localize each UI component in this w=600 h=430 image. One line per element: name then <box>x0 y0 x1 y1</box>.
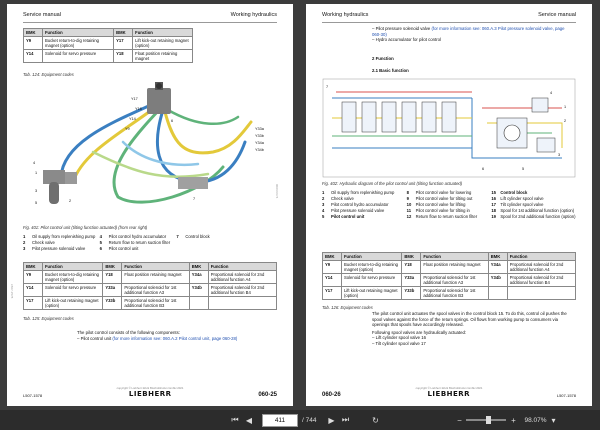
fig-label: Y33a <box>255 127 264 131</box>
cell: Proportional solenoid for 1st additional function B3 <box>122 297 189 310</box>
cell: Lift kick-out retaining magnet (option) <box>133 37 193 50</box>
next-page-icon[interactable]: ▶ <box>328 415 335 425</box>
fig-label: 1 <box>35 171 38 175</box>
th: Function <box>43 263 103 271</box>
page-total: / 744 <box>302 416 317 424</box>
list-item: – Lift cylinder spool valve 16 <box>372 335 426 341</box>
header-left: Working hydraulics <box>322 12 369 18</box>
left-page <box>7 4 293 406</box>
cell: Y33b <box>103 297 122 310</box>
list-item: – Pilot pressure solenoid valve (for more information see: 060.A.3 Pilot pressure solenoid valve, page 060-30) <box>372 26 565 37</box>
th: BMK <box>114 29 133 37</box>
cell <box>488 287 507 300</box>
top-bullets <box>372 26 572 43</box>
list-item: 2 Check valve <box>23 239 55 245</box>
diagram-label: 3 <box>558 153 561 157</box>
list-item: 4 Pilot pressure solenoid valve <box>322 208 385 214</box>
liebherr-logo: LIEBHERR <box>427 390 471 398</box>
cell: Y18 <box>114 50 133 63</box>
list-item: 12 Return flow to return suction filter <box>406 214 478 220</box>
th: BMK <box>402 253 421 261</box>
fig-label: 7 <box>193 197 196 201</box>
cell: Solenoid for servo pressure <box>43 50 114 63</box>
cell: Y14 <box>323 274 342 287</box>
list-item: – Pilot control unit (for more information see: 060.A.2 Pilot control unit, page 060-28) <box>77 335 238 341</box>
cell <box>189 297 208 310</box>
list-item: 11 Pilot control valve for tilting in <box>406 208 470 214</box>
cell: Y33a <box>103 284 122 297</box>
fig-label: Y9 <box>125 127 130 131</box>
cell: Y18 <box>402 261 421 274</box>
cell <box>507 287 575 300</box>
table-caption: Tab. 124: Equipment codes <box>23 72 74 77</box>
equipment-codes-table-125 <box>23 262 277 310</box>
fig-label: Y34a <box>255 141 264 145</box>
cell: Proportional solenoid for 2nd additional function A4 <box>507 261 575 274</box>
cell: Y34a <box>488 261 507 274</box>
list-item: 5 Return flow to return suction filter <box>99 239 171 245</box>
cell: Bucket return-to-dig retaining magnet (option) <box>43 271 103 284</box>
header-right: Service manual <box>538 12 576 18</box>
zoom-in-icon[interactable]: + <box>511 415 516 425</box>
table-caption: Tab. 126: Equipment codes <box>322 305 373 310</box>
page-number-input[interactable]: 411 <box>262 414 298 427</box>
hydraulic-diagram <box>322 78 576 178</box>
cell: Bucket return-to-dig retaining magnet (option) <box>43 37 114 50</box>
viewer-toolbar <box>0 410 600 430</box>
list-item: 5 Pilot control unit <box>322 214 365 220</box>
diagram-label: 7 <box>326 85 329 89</box>
zoom-out-icon[interactable]: − <box>457 415 462 425</box>
table-row <box>24 297 277 310</box>
table-row <box>24 284 277 297</box>
footer-right: L507-1578 <box>556 393 576 398</box>
fig-label: Y33b <box>255 134 264 138</box>
page-footer <box>23 390 277 398</box>
header-left: Service manual <box>23 12 61 18</box>
cross-reference-link[interactable]: (for more information see: 060.A.3 Pilot pressure solenoid valve, page 060-30) <box>372 26 565 37</box>
zoom-slider-handle[interactable] <box>486 416 491 424</box>
zoom-slider[interactable] <box>466 419 506 421</box>
copyright: copyright © Liebherr-Werk Bischofshofen GmbH 2021 <box>415 386 483 390</box>
cell: Y34a <box>189 271 208 284</box>
cell: Y17 <box>114 37 133 50</box>
table-row <box>24 37 193 50</box>
page-header <box>322 12 576 23</box>
cross-reference-link[interactable]: (for more information see: 060.A.2 Pilot control unit, page 060-28) <box>112 335 238 341</box>
side-id: L507-1578 <box>10 284 14 299</box>
cell: Y9 <box>323 261 342 274</box>
figure-id: 006XXX74 <box>275 184 279 199</box>
list-item: 3 Pilot pressure solenoid valve <box>23 245 86 251</box>
cell: Bucket return-to-dig retaining magnet (option) <box>342 261 402 274</box>
cell: Float position retaining magnet <box>133 50 193 63</box>
th: BMK <box>323 253 342 261</box>
table-row <box>323 261 576 274</box>
cell: Y17 <box>24 297 43 310</box>
zoom-level[interactable]: 98.07% <box>524 416 547 424</box>
list-item: 2 Check valve <box>322 195 354 201</box>
list-item: – Hydro accumulator for pilot control <box>372 37 442 43</box>
th: BMK <box>103 263 122 271</box>
paragraph: The pilot control unit actuates the spool valves in the control block 15. To do this, control oil pushes the spool valves against the force of the return springs. Oil flows from working pump to consumers via openings that spools have accordingly released. <box>372 311 567 328</box>
bullet-text: Hydro accumulator for pilot control <box>375 37 442 43</box>
fig-label: 2 <box>69 199 72 203</box>
th: BMK <box>24 29 43 37</box>
th: Function <box>122 263 189 271</box>
th: BMK <box>488 253 507 261</box>
cell: Proportional solenoid for 2nd additional function B4 <box>507 274 575 287</box>
cell: Float position retaining magnet <box>122 271 189 284</box>
first-page-icon[interactable]: ⏮ <box>231 415 239 424</box>
list-item: 10 Pilot control valve for lifting <box>406 201 466 207</box>
diagram-label: 4 <box>550 91 553 95</box>
page-number: 060-26 <box>322 392 341 398</box>
cell: Y33b <box>402 287 421 300</box>
table-row <box>24 50 193 63</box>
right-page <box>306 4 592 406</box>
cell: Lift kick-out retaining magnet (option) <box>43 297 103 310</box>
bullet-text: Pilot control unit <box>80 335 112 341</box>
fig-label: Y14 <box>129 117 136 121</box>
table-row <box>24 271 277 284</box>
fig-label: 4 <box>33 161 36 165</box>
list-item: 4 Pilot control hydro accumulator <box>99 233 167 239</box>
table-caption: Tab. 125: Equipment codes <box>23 316 74 321</box>
equipment-codes-table-124 <box>23 28 193 63</box>
body-text <box>77 330 277 341</box>
fig-label: Y18 <box>135 107 142 111</box>
footer-left: L507-1578 <box>23 393 43 398</box>
cell: Y9 <box>24 271 43 284</box>
cell: Y9 <box>24 37 43 50</box>
figure-legend <box>23 233 253 252</box>
fig-label: 5 <box>35 201 38 205</box>
cell: Lift kick-out retaining magnet (option) <box>342 287 402 300</box>
list-item <box>176 245 253 251</box>
cell: Proportional solenoid for 1st additional function A3 <box>122 284 189 297</box>
list-item: 16 Lift cylinder spool valve <box>491 195 544 201</box>
page-header <box>23 12 277 23</box>
cell: Y33a <box>402 274 421 287</box>
body-text <box>372 311 572 347</box>
bullet-text: Pilot pressure solenoid valve <box>375 26 431 31</box>
paragraph: The pilot control consists of the following components: <box>77 330 180 335</box>
page-footer <box>322 390 576 398</box>
cell: Proportional solenoid for 2nd additional function B4 <box>208 284 276 297</box>
fig-label: Y34b <box>255 148 264 152</box>
previous-page-icon[interactable]: ◀ <box>245 415 253 425</box>
fig-label: 6 <box>171 119 174 123</box>
header-right: Working hydraulics <box>230 12 277 18</box>
fig-label: 3 <box>35 189 38 193</box>
list-item: 7 Control block <box>176 233 210 239</box>
diagram-label: 1 <box>564 105 567 109</box>
cell: Y18 <box>103 271 122 284</box>
list-item: 8 Pilot control valve for lowering <box>406 189 472 195</box>
cell: Y14 <box>24 284 43 297</box>
diagram-label: 5 <box>522 167 525 171</box>
section-title: 2 Function <box>372 56 394 61</box>
th: Function <box>421 253 488 261</box>
paragraph: Following spool valves are hydraulically actuated: <box>372 329 467 335</box>
figure-caption: Fig. 402: Hydraulic diagram of the pilot control unit (tilting function actuated) <box>322 181 463 186</box>
th: BMK <box>24 263 43 271</box>
cell: Proportional solenoid for 2nd additional function A4 <box>208 271 276 284</box>
cell: Proportional solenoid for 1st additional function A3 <box>421 274 488 287</box>
th: Function <box>43 29 114 37</box>
last-page-icon[interactable]: ⏭ <box>341 415 350 424</box>
table-row <box>323 274 576 287</box>
th: BMK <box>189 263 208 271</box>
cell: Solenoid for servo pressure <box>43 284 103 297</box>
subsection-title: 2.1 Basic function <box>372 68 409 73</box>
fig-label: Y17 <box>131 97 138 101</box>
th: Function <box>507 253 575 261</box>
figure-caption: Fig. 401: Pilot control unit (tilting function actuated) (from rear right) <box>23 225 148 230</box>
th: Function <box>208 263 276 271</box>
liebherr-logo: LIEBHERR <box>128 390 172 398</box>
list-item: 3 Pilot control hydro accumulator <box>322 201 389 207</box>
table-row <box>323 287 576 300</box>
diagram-label: 6 <box>482 167 485 171</box>
cell <box>208 297 276 310</box>
list-item: 17 Tilt cylinder spool valve <box>491 201 544 207</box>
cell: Solenoid for servo pressure <box>342 274 402 287</box>
list-item: 15 Control block <box>491 189 528 195</box>
copyright: copyright © Liebherr-Werk Bischofshofen GmbH 2021 <box>116 386 184 390</box>
cell: Proportional solenoid for 1st additional function B3 <box>421 287 488 300</box>
list-item: – Tilt cylinder spool valve 17 <box>372 340 426 346</box>
list-item: 6 Pilot control unit <box>99 245 139 251</box>
cell: Y34b <box>189 284 208 297</box>
page-number: 060-25 <box>258 392 277 398</box>
cell: Y17 <box>323 287 342 300</box>
list-item: 9 Pilot control valve for tilting out <box>406 195 473 201</box>
list-item: 1 Oil supply from replenishing pump <box>23 233 96 239</box>
cell: Float position retaining magnet <box>421 261 488 274</box>
figure-legend <box>322 189 576 220</box>
list-item: 1 Oil supply from replenishing pump <box>322 189 395 195</box>
rotate-icon[interactable]: ↻ <box>372 415 379 425</box>
pilot-control-unit-figure <box>23 82 273 222</box>
diagram-label: 2 <box>564 119 567 123</box>
list-item: 19 Spool for 2nd additional function (option) <box>491 214 576 220</box>
th: Function <box>133 29 193 37</box>
list-item: 18 Spool for 1st additional function (option) <box>491 208 575 214</box>
equipment-codes-table-126 <box>322 252 576 300</box>
cell: Y14 <box>24 50 43 63</box>
th: Function <box>342 253 402 261</box>
zoom-dropdown-icon[interactable]: ▾ <box>551 415 556 425</box>
cell: Y34b <box>488 274 507 287</box>
